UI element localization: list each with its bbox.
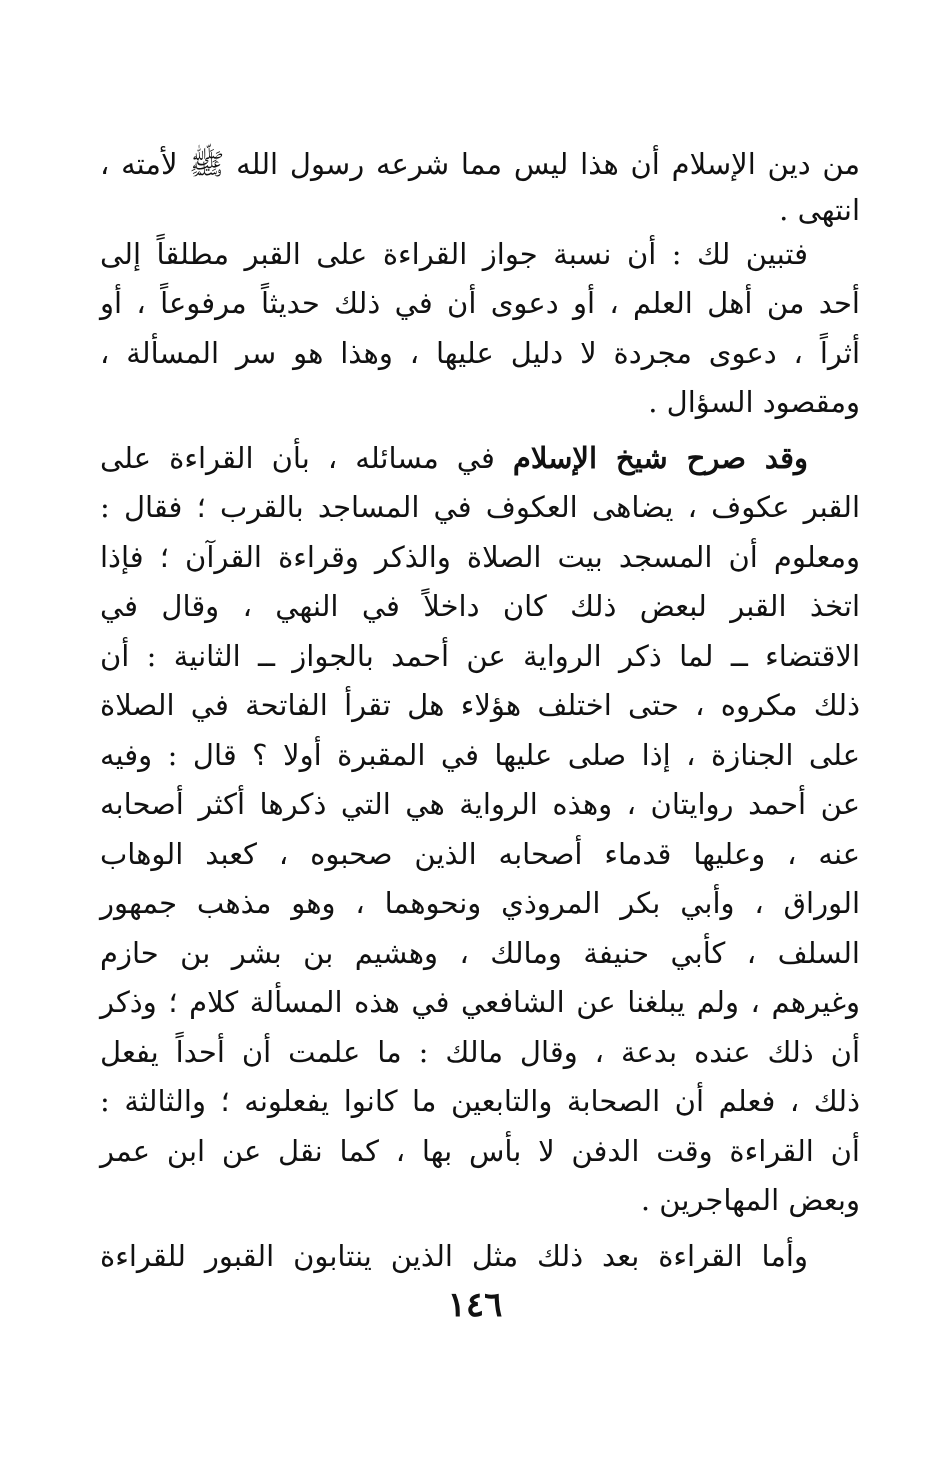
text-line-2: انتهى . [779, 192, 860, 227]
text-line-1: من دين الإسلام أن هذا ليس مما شرعه رسول الله ﷺ لأمته ، [100, 147, 860, 181]
text-line-4: أحد من أهل العلم ، أو دعوى أن في ذلك حديثاً مرفوعاً ، أو [100, 286, 860, 320]
text-line-22: وبعض المهاجرين . [640, 1183, 860, 1217]
text-line-20: ذلك ، فعلم أن الصحابة والتابعين ما كانوا يفعلونه ؛ والثالثة : [100, 1084, 860, 1118]
page-body [100, 140, 860, 1281]
text-line-8: القبر عكوف ، يضاهى العكوف في المساجد بالقرب ؛ فقال : [100, 490, 860, 524]
text-line-18: وغيرهم ، ولم يبلغنا عن الشافعي في هذه المسألة كلام ؛ وذكر [100, 985, 860, 1019]
text-line-21: أن القراءة وقت الدفن لا بأس بها ، كما نقل عن ابن عمر [100, 1133, 860, 1168]
text-line-9: ومعلوم أن المسجد بيت الصلاة والذكر وقراءة القرآن ؛ فإذا [100, 539, 860, 574]
text-line-15: عنه ، وعليها قدماء أصحابه الذين صحبوه ، كعبد الوهاب [100, 836, 860, 871]
page-number: ١٤٦ [447, 1285, 503, 1325]
text-line-14: عن أحمد روايتان ، وهذه الرواية هي التي ذكرها أكثر أصحابه [100, 787, 860, 821]
text-line-6: ومقصود السؤال . [648, 385, 860, 419]
text-line-7 [100, 434, 860, 484]
text-line-19: أن ذلك عنده بدعة ، وقال مالك : ما علمت أن أحداً يفعل [100, 1034, 860, 1069]
text-line-16: الوراق ، وأبي بكر المروذي ونحوهما ، وهو مذهب جمهور [100, 886, 860, 920]
text-line-17: السلف ، كأبي حنيفة ومالك ، وهشيم بن بشر بن حازم [100, 935, 860, 970]
text-line-13: على الجنازة ، إذا صلى عليها في المقبرة أولا ؟ قال : وفيه [100, 737, 860, 772]
text-line-11: الاقتضاء ــ لما ذكر الرواية عن أحمد بالجواز ــ الثانية : أن [100, 638, 860, 673]
text-line-7-rest: في مسائله ، بأن القراءة على [100, 440, 495, 475]
text-line-3: فتبين لك : أن نسبة جواز القراءة على القبر مطلقاً إلى [100, 236, 808, 271]
text-line-12: ذلك مكروه ، حتى اختلف هؤلاء هل تقرأ الفاتحة في الصلاة [100, 688, 860, 722]
text-line-5: أثراً ، دعوى مجردة لا دليل عليها ، وهذا هو سر المسألة ، [100, 335, 860, 370]
text-line-10: اتخذ القبر لبعض ذلك كان داخلاً في النهي ، وقال في [100, 589, 860, 623]
text-line-23: وأما القراءة بعد ذلك مثل الذين ينتابون القبور للقراءة [100, 1238, 808, 1273]
bold-phrase: وقد صرح شيخ الإسلام [512, 440, 808, 475]
